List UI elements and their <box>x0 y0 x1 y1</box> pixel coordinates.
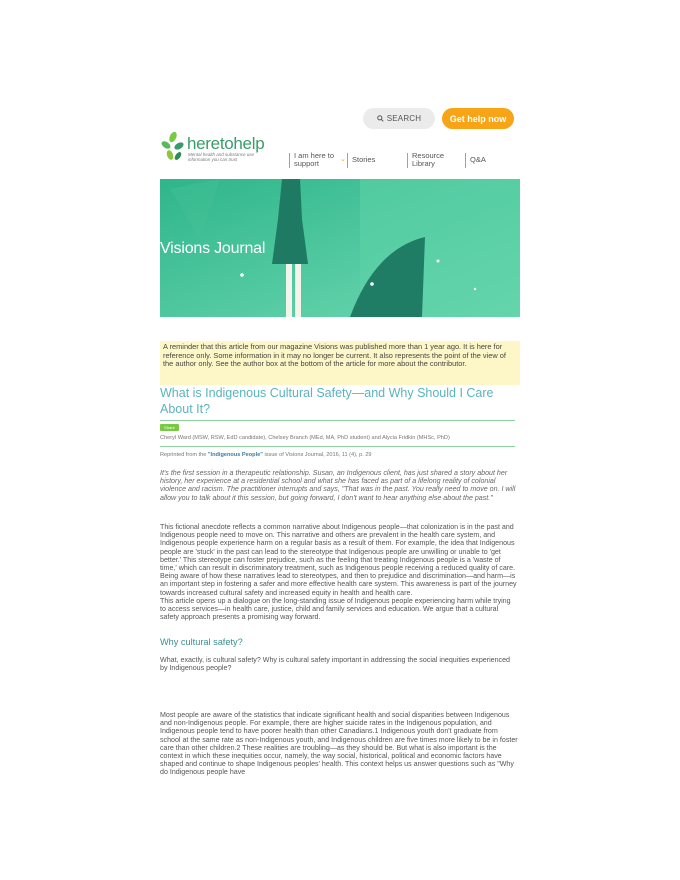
nav-item-qa-label: Q&A <box>470 155 486 164</box>
nav-item-stories[interactable] <box>347 150 375 170</box>
section-heading: Why cultural safety? <box>160 637 243 647</box>
nav-item-resource-library[interactable] <box>407 150 450 170</box>
nav-item-support[interactable] <box>289 150 346 170</box>
share-label: Share <box>164 425 175 430</box>
logo-leaves-icon <box>160 131 186 163</box>
get-help-button[interactable]: Get help now <box>442 108 514 129</box>
site-logo[interactable] <box>160 131 280 163</box>
article-paragraph: This fictional anecdote reflects a common narrative about Indigenous people—that colonization is in the past and Indigenous people need to move on. This narrative and others are prevalent in the health care system, and Indigenous people experience harm on a regular basis as a result of them. For example, the idea that Indigenous people are 'stuck' in the past can lead to the stereotype that Indigenous people are unwilling or unable to 'get better.' This stereotype can foster prejudice, such as the feeling that treating Indigenous people is a 'waste of time,' which can result in discriminatory treatment, such as Indigenous people receiving a reduced quality of care. Being aware of how these narratives lead to stereotypes, and then to prejudice and discrimination—and harm—is an important step in fostering a safer and more effective health care system. This awareness is part of the journey towards increased cultural safety and increased equity in health and health care. <box>160 523 517 597</box>
divider <box>160 420 515 421</box>
hero-title: Visions Journal <box>160 240 266 257</box>
logo-wordmark: heretohelp <box>187 134 265 153</box>
share-button[interactable] <box>160 424 179 431</box>
chevron-down-icon: ⌄ <box>340 156 346 163</box>
article-paragraph: This article opens up a dialogue on the long-standing issue of Indigenous people experiencing harm while trying to access services—in health care, justice, child and family services and education. We argue that a cultural safety approach presents a promising way forward. <box>160 597 511 622</box>
article-intro: It's the first session in a therapeutic relationship. Susan, an Indigenous client, has just shared a story about her history, her experience at a residential school and what she has faced as part of a lifelong reality of colonial violence and racism. The practitioner interrupts and says, "That was in the past. You really need to move on. I will allow you to talk about it this session, but going forward, I don't want to hear anything else about the past." <box>160 469 516 502</box>
logo-tagline: Mental health and substance use information you can trust <box>188 152 255 162</box>
hero-banner <box>160 179 520 317</box>
reprint-line: Reprinted from the "Indigenous People" issue of Visions Journal, 2016, 11 (4), p. 29 <box>160 452 372 458</box>
article-authors: Cheryl Ward (MSW, RSW, EdD candidate), Chelsey Branch (MEd, MA, PhD student) and Alycia Fridkin (MHSc, PhD) <box>160 435 450 441</box>
article-paragraph: What, exactly, is cultural safety? Why is cultural safety important in addressing the social inequities experienced by Indigenous people? <box>160 656 510 673</box>
search-icon <box>377 115 384 122</box>
nav-item-stories-label: Stories <box>352 155 376 164</box>
archive-notice: A reminder that this article from our magazine Visions was published more than 1 year ago. It is here for reference only. Some information in it may no longer be current. It also represents the point of the view of the author only. See the author box at the bottom of the article for more about the contributor. <box>160 341 520 385</box>
article-title: What is Indigenous Cultural Safety—and Why Should I Care About It? <box>160 386 494 416</box>
article-paragraph: Most people are aware of the statistics that indicate significant health and social disparities between Indigenous and non-Indigenous people. For example, there are higher suicide rates in the Indigenous population, and Indigenous people tend to have poorer health than other Canadians.1 Indigenous youth don't graduate from school at the same rate as non-Indigenous youth, and Indigenous children are five times more likely to be in foster care than other children.2 These realities are troubling—as they should be. But what is also important is the context in which these inequities occur, namely, the way social, historical, political and economic factors have shaped and continue to shape Indigenous peoples' health. This context helps us answer questions such as "Why do Indigenous people have <box>160 711 518 777</box>
search-label: SEARCH <box>386 114 422 123</box>
search-button[interactable] <box>363 108 435 129</box>
divider <box>160 446 515 447</box>
nav-item-resource-library-label: Resource Library <box>412 151 445 168</box>
issue-link[interactable]: "Indigenous People" <box>207 452 263 458</box>
nav-item-qa[interactable] <box>465 150 486 170</box>
nav-item-support-label: I am here to support <box>294 151 335 168</box>
